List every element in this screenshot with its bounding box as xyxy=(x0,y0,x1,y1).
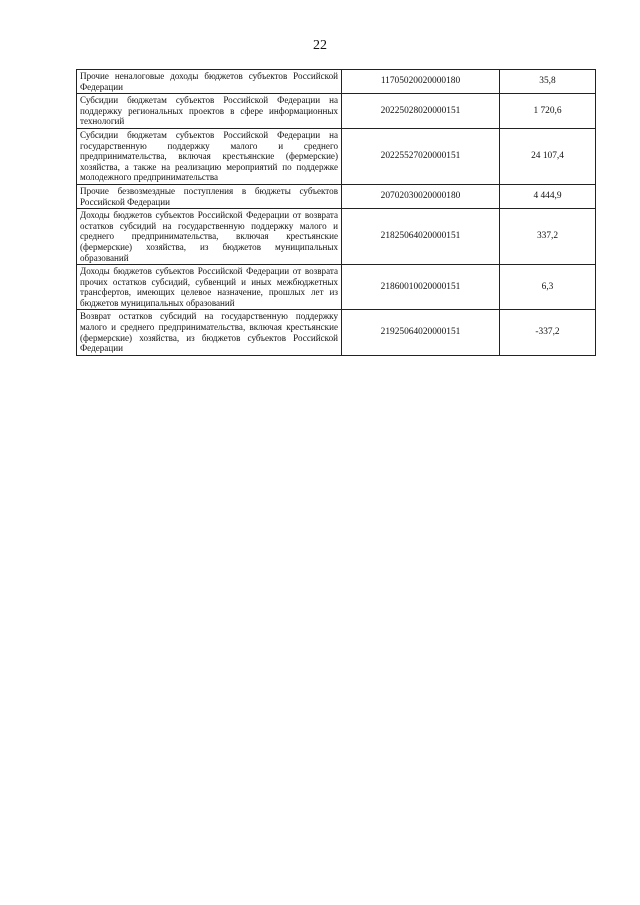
budget-revenue-table xyxy=(76,69,596,356)
table-row xyxy=(77,128,596,184)
revenue-name-cell: Возврат остатков субсидий на государственную поддержку малого и среднего предпринимательства, включая крестьянские (фермерские) хозяйства, из бюджетов субъектов Российской Федерации xyxy=(77,310,342,355)
revenue-name-cell: Прочие безвозмездные поступления в бюджеты субъектов Российской Федерации xyxy=(77,184,342,208)
amount-cell: 4 444,9 xyxy=(500,184,596,208)
revenue-name-cell: Доходы бюджетов субъектов Российской Федерации от возврата остатков субсидий на государственную поддержку малого и среднего предпринимательства, включая крестьянские (фермерские) хозяйства, из бюджетов муниципальных образований xyxy=(77,209,342,265)
table-row xyxy=(77,310,596,355)
classification-code-cell: 20702030020000180 xyxy=(342,184,500,208)
revenue-name-cell: Субсидии бюджетам субъектов Российской Федерации на государственную поддержку малого и среднего предпринимательства, включая крестьянские (фермерские) хозяйства, а также на реализацию мероприятий по поддержке молодежного предпринимательства xyxy=(77,128,342,184)
amount-cell: 1 720,6 xyxy=(500,94,596,129)
revenue-name-cell: Субсидии бюджетам субъектов Российской Федерации на поддержку региональных проектов в сфере информационных технологий xyxy=(77,94,342,129)
amount-cell: 337,2 xyxy=(500,209,596,265)
revenue-name-cell: Доходы бюджетов субъектов Российской Федерации от возврата прочих остатков субсидий, субвенций и иных межбюджетных трансфертов, имеющих целевое назначение, прошлых лет из бюджетов муниципальных образований xyxy=(77,265,342,310)
classification-code-cell: 20225527020000151 xyxy=(342,128,500,184)
table-row xyxy=(77,184,596,208)
table-row xyxy=(77,94,596,129)
amount-cell: 24 107,4 xyxy=(500,128,596,184)
amount-cell: 35,8 xyxy=(500,70,596,94)
classification-code-cell: 11705020020000180 xyxy=(342,70,500,94)
classification-code-cell: 21860010020000151 xyxy=(342,265,500,310)
classification-code-cell: 20225028020000151 xyxy=(342,94,500,129)
table-row xyxy=(77,209,596,265)
revenue-name-cell: Прочие неналоговые доходы бюджетов субъектов Российской Федерации xyxy=(77,70,342,94)
table-row xyxy=(77,265,596,310)
classification-code-cell: 21825064020000151 xyxy=(342,209,500,265)
page-number: 22 xyxy=(313,38,327,53)
table-row xyxy=(77,70,596,94)
amount-cell: -337,2 xyxy=(500,310,596,355)
amount-cell: 6,3 xyxy=(500,265,596,310)
classification-code-cell: 21925064020000151 xyxy=(342,310,500,355)
